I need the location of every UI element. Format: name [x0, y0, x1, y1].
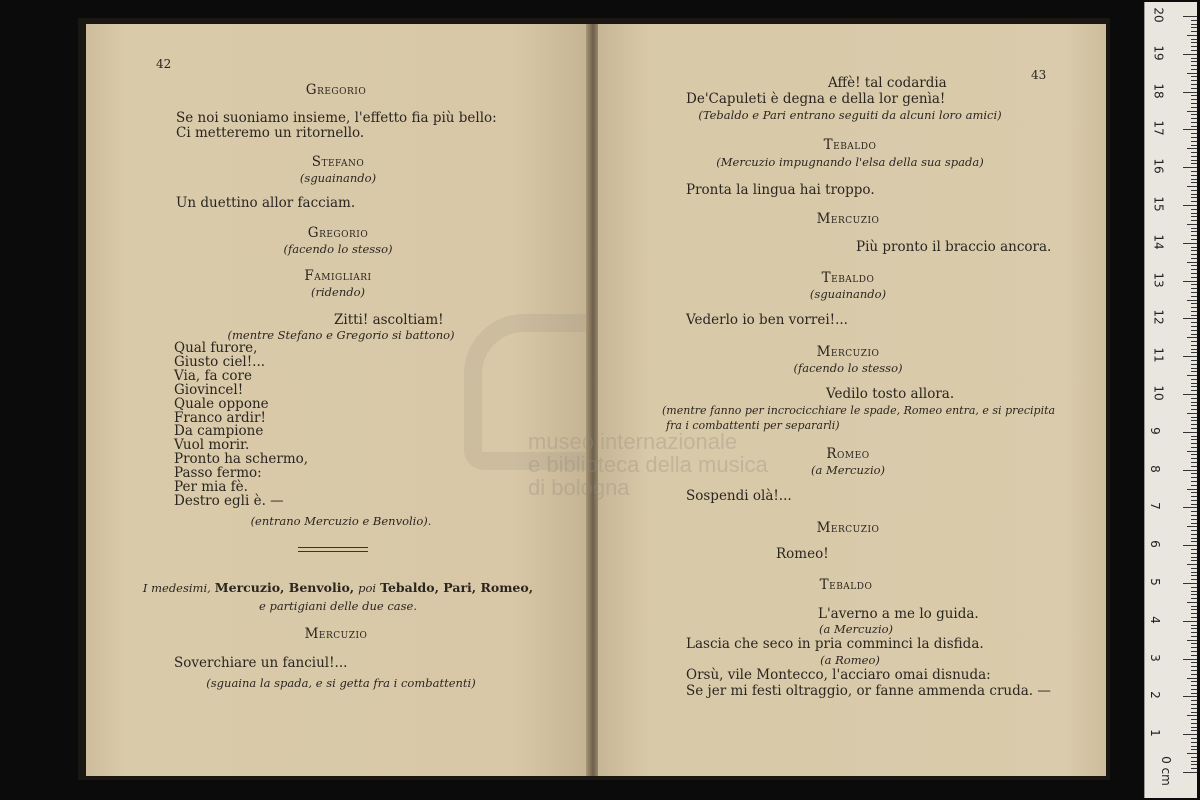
verse-line: Per mia fè.	[174, 479, 248, 496]
ruler-tick	[1191, 84, 1197, 85]
ruler-tick	[1191, 254, 1197, 255]
ruler-tick	[1183, 394, 1197, 395]
ruler-tick	[1191, 579, 1197, 580]
ruler-tick	[1191, 681, 1197, 682]
speaker-name: Stefano	[311, 154, 365, 170]
ruler-tick	[1187, 111, 1197, 112]
ruler-tick	[1191, 31, 1197, 32]
ruler-tick	[1191, 103, 1197, 104]
verse-line: Franco ardir!	[174, 409, 266, 426]
ruler-tick	[1191, 674, 1197, 675]
ruler-tick	[1191, 409, 1197, 410]
ruler-tick	[1191, 250, 1197, 251]
ruler-tick	[1191, 50, 1197, 51]
ruler-tick	[1183, 621, 1197, 622]
ruler-tick	[1191, 197, 1197, 198]
ruler-tick	[1191, 360, 1197, 361]
ruler-tick	[1191, 122, 1197, 123]
text-line: Se noi suoniamo insieme, l'effetto fia più bello:	[176, 110, 497, 126]
speaker-name: Mercuzio	[816, 520, 880, 536]
ruler-tick	[1191, 405, 1197, 406]
ruler-tick	[1191, 220, 1197, 221]
ruler-tick	[1191, 398, 1197, 399]
verse-line: Quale oppone	[174, 395, 269, 412]
ruler-tick	[1191, 500, 1197, 501]
ruler-label: 19	[1151, 45, 1166, 61]
ruler-tick	[1183, 507, 1197, 508]
stage-direction: (sguaina la spada, e si getta fra i combattenti)	[206, 676, 476, 690]
ruler-tick	[1187, 451, 1197, 452]
verse-line: Vuol morir.	[174, 437, 250, 454]
ruler-tick	[1191, 179, 1197, 180]
ruler-tick	[1191, 364, 1197, 365]
ruler-tick	[1191, 61, 1197, 62]
ruler-label: 17	[1151, 120, 1166, 137]
ruler-tick	[1187, 375, 1197, 376]
ruler-tick	[1191, 617, 1197, 618]
ruler-tick	[1191, 454, 1197, 455]
stage-direction: (Mercuzio impugnando l'elsa della sua spada)	[716, 155, 984, 169]
ruler-label: 2	[1147, 691, 1162, 700]
ruler-tick	[1183, 356, 1197, 357]
ruler-tick	[1191, 114, 1197, 115]
ruler-tick	[1191, 46, 1197, 47]
text-line: Ci metteremo un ritornello.	[176, 125, 365, 141]
ruler-tick	[1191, 182, 1197, 183]
ruler-tick	[1191, 277, 1197, 278]
ruler-tick	[1191, 761, 1197, 762]
ruler-tick	[1191, 670, 1197, 671]
ruler-tick	[1191, 352, 1197, 353]
page-number: 42	[156, 57, 172, 71]
ruler-tick	[1191, 322, 1197, 323]
ruler-tick	[1191, 523, 1197, 524]
ruler-tick	[1191, 152, 1197, 153]
ruler-tick	[1191, 368, 1197, 369]
ruler-tick	[1191, 436, 1197, 437]
ruler-tick	[1191, 466, 1197, 467]
text-line: Lascia che seco in pria comminci la disfida.	[686, 636, 984, 652]
ruler-tick	[1191, 477, 1197, 478]
ruler-tick	[1191, 530, 1197, 531]
ruler-tick	[1187, 489, 1197, 490]
stage-direction: (ridendo)	[310, 285, 366, 299]
ruler-tick	[1187, 148, 1197, 149]
ruler-label: 7	[1147, 502, 1162, 511]
ruler-tick	[1191, 662, 1197, 663]
ruler-tick	[1191, 768, 1197, 769]
ruler-tick	[1191, 303, 1197, 304]
ruler-label: 18	[1151, 82, 1166, 99]
ruler-tick	[1191, 730, 1197, 731]
ruler-label: 9	[1147, 426, 1162, 435]
ruler-tick	[1187, 715, 1197, 716]
speaker-name: Tebaldo	[819, 577, 873, 593]
ruler-tick	[1187, 564, 1197, 565]
ruler-tick	[1191, 292, 1197, 293]
ruler-tick	[1183, 545, 1197, 546]
text-line: L'averno a me lo guida.	[818, 606, 979, 622]
ruler-tick	[1191, 194, 1197, 195]
ruler-tick	[1191, 95, 1197, 96]
speaker-name: Romeo	[826, 446, 870, 462]
ruler-tick	[1183, 659, 1197, 660]
ruler-label: 8	[1147, 464, 1162, 473]
ruler-tick	[1191, 42, 1197, 43]
ruler-tick	[1191, 628, 1197, 629]
ruler-tick	[1191, 307, 1197, 308]
ruler-tick	[1191, 284, 1197, 285]
ruler-tick	[1191, 80, 1197, 81]
ruler-tick	[1187, 300, 1197, 301]
ruler-tick	[1191, 738, 1197, 739]
ruler-tick	[1191, 379, 1197, 380]
stage-direction: (a Mercuzio)	[818, 622, 894, 636]
stage-direction: fra i combattenti per separarli)	[666, 419, 840, 432]
ruler-tick	[1183, 205, 1197, 206]
speaker-name: Tebaldo	[821, 270, 875, 286]
ruler-tick	[1191, 213, 1197, 214]
ruler-tick	[1191, 420, 1197, 421]
ruler-tick	[1191, 20, 1197, 21]
speaker-name: Mercuzio	[816, 211, 880, 227]
divider	[298, 547, 368, 548]
text-line: Vederlo io ben vorrei!...	[686, 312, 848, 328]
ruler-tick	[1191, 69, 1197, 70]
stage-direction: (mentre fanno per incrocicchiare le spade, Romeo entra, e si precipita	[662, 404, 1056, 417]
ruler-tick	[1191, 746, 1197, 747]
text-line: Affè! tal codardia	[828, 75, 947, 91]
ruler-tick	[1191, 345, 1197, 346]
ruler-tick	[1191, 575, 1197, 576]
ruler-tick	[1187, 224, 1197, 225]
verse-line: Pronto ha schermo,	[174, 451, 309, 468]
stage-direction: (Tebaldo e Pari entrano seguiti da alcuni loro amici)	[698, 108, 1002, 122]
verse-line: Giusto ciel!...	[174, 353, 266, 370]
ruler-tick	[1191, 647, 1197, 648]
ruler-tick	[1183, 281, 1197, 282]
ruler-tick	[1191, 727, 1197, 728]
text-line: Un duettino allor facciam.	[176, 195, 356, 211]
speaker-name: Mercuzio	[304, 626, 368, 642]
ruler-tick	[1191, 341, 1197, 342]
ruler-tick	[1191, 390, 1197, 391]
ruler-tick	[1191, 231, 1197, 232]
ruler-tick	[1191, 572, 1197, 573]
text-line: Più pronto il braccio ancora.	[856, 239, 1052, 255]
stage-direction: (sguainando)	[809, 287, 887, 301]
ruler-tick	[1191, 534, 1197, 535]
ruler-tick	[1183, 734, 1197, 735]
ruler-tick	[1183, 318, 1197, 319]
ruler-tick	[1183, 16, 1197, 17]
ruler-tick	[1191, 462, 1197, 463]
ruler-tick	[1191, 553, 1197, 554]
ruler-tick	[1191, 606, 1197, 607]
ruler-tick	[1191, 636, 1197, 637]
ruler-tick	[1191, 492, 1197, 493]
ruler-tick	[1191, 625, 1197, 626]
speaker-name: Famigliari	[304, 268, 372, 284]
ruler-tick	[1191, 58, 1197, 59]
ruler-tick	[1187, 186, 1197, 187]
scene-heading-subline: e partigiani delle due case.	[259, 599, 417, 613]
ruler-label: 5	[1147, 578, 1162, 586]
stage-direction: (sguainando)	[299, 171, 377, 185]
ruler-tick	[1191, 568, 1197, 569]
ruler-tick	[1183, 129, 1197, 130]
ruler-tick	[1191, 133, 1197, 134]
verse-line: Qual furore,	[174, 340, 258, 356]
ruler-tick	[1183, 54, 1197, 55]
ruler-tick	[1191, 447, 1197, 448]
ruler-tick	[1183, 696, 1197, 697]
ruler-tick	[1191, 757, 1197, 758]
ruler-tick	[1191, 330, 1197, 331]
verse-line: Via, fa core	[174, 367, 252, 384]
verse-line: Da campione	[174, 423, 264, 440]
speaker-name: Gregorio	[307, 225, 369, 241]
ruler-tick	[1191, 651, 1197, 652]
text-line: Orsù, vile Montecco, l'acciaro omai disnuda:	[686, 667, 991, 683]
verse-block	[174, 342, 308, 509]
ruler-tick	[1191, 428, 1197, 429]
right-page	[598, 24, 1106, 776]
ruler-tick	[1191, 742, 1197, 743]
ruler-tick	[1191, 708, 1197, 709]
ruler-tick	[1191, 315, 1197, 316]
ruler-tick	[1187, 602, 1197, 603]
text-line: Sospendi olà!...	[686, 488, 792, 504]
ruler-tick	[1191, 273, 1197, 274]
ruler-tick	[1183, 167, 1197, 168]
ruler-label: 15	[1151, 196, 1166, 212]
ruler-tick	[1191, 704, 1197, 705]
ruler-tick	[1191, 65, 1197, 66]
verse-line: Destro egli è. —	[174, 492, 284, 509]
ruler-tick	[1191, 160, 1197, 161]
ruler-tick	[1191, 712, 1197, 713]
ruler-tick	[1191, 594, 1197, 595]
ruler-tick	[1183, 583, 1197, 584]
ruler-label: 3	[1147, 653, 1162, 662]
stage-direction: (a Mercuzio)	[810, 463, 886, 477]
ruler-tick	[1191, 156, 1197, 157]
ruler-tick	[1191, 402, 1197, 403]
speaker-name: Tebaldo	[823, 137, 877, 153]
ruler-tick	[1191, 216, 1197, 217]
ruler-tick	[1191, 549, 1197, 550]
ruler-tick	[1191, 685, 1197, 686]
ruler-tick	[1191, 541, 1197, 542]
ruler-tick	[1191, 424, 1197, 425]
page-number: 43	[1031, 68, 1047, 82]
stage-direction: (entrano Mercuzio e Benvolio).	[250, 514, 432, 528]
ruler-tick	[1191, 613, 1197, 614]
ruler-tick	[1191, 118, 1197, 119]
watermark-text: museo internazionale e biblioteca della musica di bologna	[528, 429, 768, 501]
speaker-name: Mercuzio	[816, 344, 880, 360]
measurement-ruler	[1144, 2, 1197, 798]
stage-direction: (a Romeo)	[820, 653, 880, 667]
ruler-tick	[1187, 678, 1197, 679]
ruler-tick	[1191, 560, 1197, 561]
scene-heading: I medesimi, Mercuzio, Benvolio, poi Tebaldo, Pari, Romeo,	[142, 580, 534, 595]
ruler-tick	[1191, 175, 1197, 176]
ruler-tick	[1191, 700, 1197, 701]
ruler-tick	[1187, 753, 1197, 754]
ruler-tick	[1191, 439, 1197, 440]
text-line: Se jer mi festi oltraggio, or fanne ammenda cruda. —	[686, 683, 1051, 699]
divider	[298, 551, 368, 552]
text-line: Vedilo tosto allora.	[826, 386, 955, 402]
ruler-tick	[1191, 137, 1197, 138]
ruler-tick	[1191, 326, 1197, 327]
ruler-tick	[1183, 243, 1197, 244]
ruler-tick	[1191, 749, 1197, 750]
ruler-tick	[1187, 262, 1197, 263]
ruler-tick	[1191, 265, 1197, 266]
open-book	[78, 18, 1110, 780]
ruler-tick	[1191, 666, 1197, 667]
ruler-label: 20	[1151, 7, 1166, 23]
ruler-tick	[1191, 311, 1197, 312]
ruler-tick	[1183, 470, 1197, 471]
ruler-tick	[1191, 235, 1197, 236]
ruler-tick	[1191, 145, 1197, 146]
ruler-tick	[1191, 591, 1197, 592]
ruler-tick	[1191, 163, 1197, 164]
ruler-tick	[1191, 126, 1197, 127]
ruler-tick	[1187, 526, 1197, 527]
ruler-tick	[1191, 296, 1197, 297]
text-line: Zitti! ascoltiam!	[334, 312, 444, 328]
ruler-tick	[1191, 349, 1197, 350]
ruler-tick	[1191, 88, 1197, 89]
ruler-label: 13	[1151, 271, 1166, 288]
ruler-tick	[1191, 371, 1197, 372]
ruler-tick	[1191, 269, 1197, 270]
ruler-tick	[1191, 504, 1197, 505]
ruler-tick	[1191, 693, 1197, 694]
ruler-tick	[1191, 538, 1197, 539]
ruler-tick	[1191, 511, 1197, 512]
speaker-name: Gregorio	[305, 82, 367, 98]
ruler-tick	[1191, 76, 1197, 77]
ruler-tick	[1191, 27, 1197, 28]
ruler-tick	[1191, 258, 1197, 259]
ruler-tick	[1191, 171, 1197, 172]
ruler-label: 0 cm	[1158, 756, 1173, 786]
ruler-tick	[1191, 481, 1197, 482]
ruler-tick	[1191, 247, 1197, 248]
ruler-tick	[1183, 772, 1197, 773]
ruler-tick	[1191, 643, 1197, 644]
ruler-tick	[1191, 24, 1197, 25]
ruler-tick	[1191, 383, 1197, 384]
ruler-tick	[1191, 587, 1197, 588]
ruler-label: 11	[1151, 347, 1166, 363]
ruler-tick	[1191, 239, 1197, 240]
ruler-tick	[1191, 519, 1197, 520]
ruler-tick	[1191, 719, 1197, 720]
stage-direction: (facendo lo stesso)	[283, 242, 393, 256]
ruler-label: 6	[1147, 540, 1162, 549]
ruler-tick	[1191, 458, 1197, 459]
ruler-tick	[1187, 35, 1197, 36]
stage-direction: (facendo lo stesso)	[793, 361, 903, 375]
ruler-tick	[1191, 485, 1197, 486]
stage-direction: (mentre Stefano e Gregorio si battono)	[227, 328, 455, 342]
ruler-tick	[1191, 515, 1197, 516]
text-line: Romeo!	[776, 546, 829, 562]
ruler-tick	[1191, 201, 1197, 202]
ruler-tick	[1191, 723, 1197, 724]
ruler-tick	[1191, 99, 1197, 100]
verse-line: Passo fermo:	[174, 465, 262, 482]
ruler-tick	[1191, 288, 1197, 289]
ruler-tick	[1191, 473, 1197, 474]
ruler-tick	[1187, 73, 1197, 74]
ruler-label: 1	[1147, 729, 1162, 738]
ruler-tick	[1191, 334, 1197, 335]
ruler-tick	[1191, 209, 1197, 210]
ruler-label: 10	[1151, 385, 1166, 401]
ruler-tick	[1191, 443, 1197, 444]
ruler-tick	[1191, 632, 1197, 633]
ruler-label: 16	[1151, 158, 1166, 174]
ruler-tick	[1191, 190, 1197, 191]
ruler-tick	[1183, 92, 1197, 93]
ruler-tick	[1191, 228, 1197, 229]
text-line: Pronta la lingua hai troppo.	[686, 182, 875, 198]
ruler-tick	[1183, 432, 1197, 433]
ruler-tick	[1187, 337, 1197, 338]
left-page	[86, 24, 588, 776]
ruler-tick	[1191, 107, 1197, 108]
ruler-tick	[1191, 598, 1197, 599]
ruler-tick	[1191, 557, 1197, 558]
ruler-tick	[1191, 496, 1197, 497]
ruler-label: 14	[1151, 234, 1166, 250]
text-line: De'Capuleti è degna e della lor genìa!	[686, 91, 946, 107]
ruler-tick	[1191, 39, 1197, 40]
ruler-tick	[1191, 764, 1197, 765]
ruler-tick	[1187, 640, 1197, 641]
ruler-label: 12	[1151, 309, 1166, 326]
ruler-tick	[1191, 386, 1197, 387]
ruler-label: 4	[1147, 615, 1162, 624]
ruler-tick	[1191, 417, 1197, 418]
ruler-tick	[1191, 141, 1197, 142]
verse-line: Giovincel!	[174, 381, 244, 398]
text-line: Soverchiare un fanciul!...	[174, 655, 348, 671]
ruler-tick	[1187, 413, 1197, 414]
ruler-tick	[1191, 609, 1197, 610]
ruler-tick	[1191, 689, 1197, 690]
ruler-tick	[1191, 655, 1197, 656]
